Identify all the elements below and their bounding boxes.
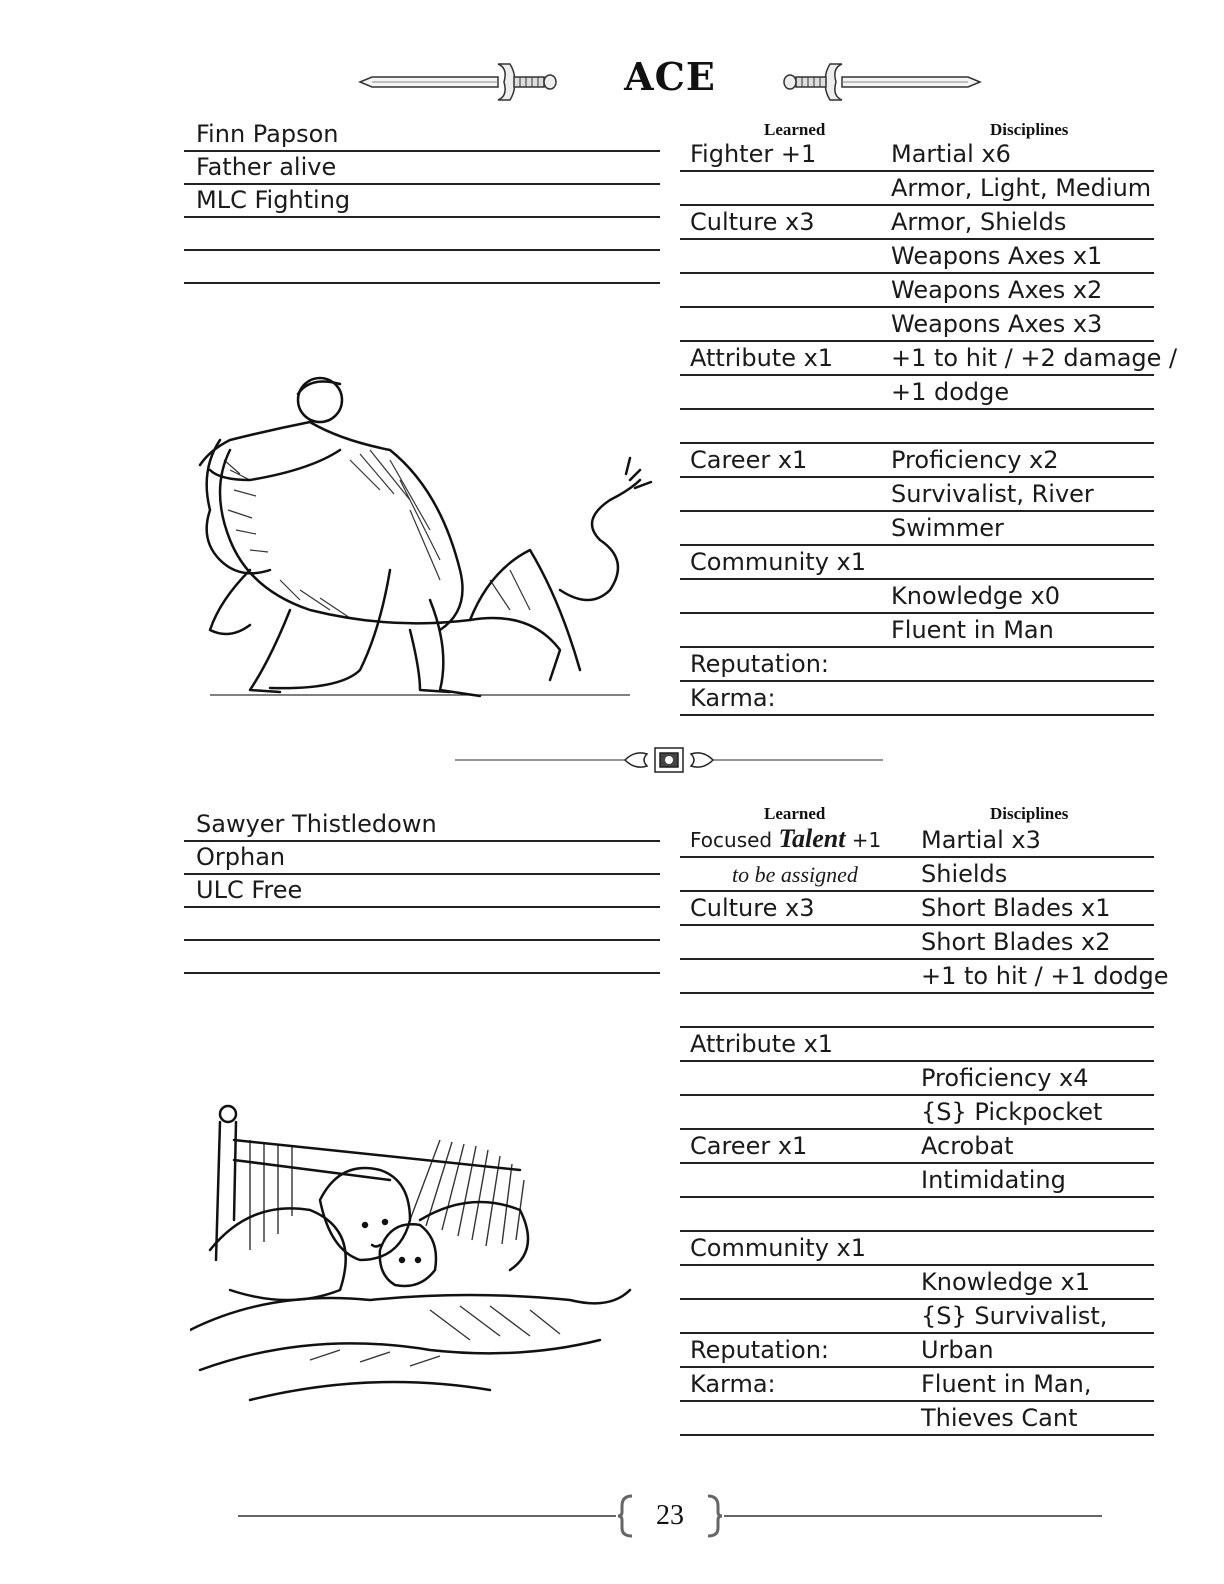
table-row: [680, 1368, 1154, 1402]
table-row: [680, 308, 1154, 342]
discipline-cell: Intimidating: [921, 1166, 1066, 1194]
learned-cell: Reputation:: [690, 1336, 829, 1364]
table-row: [680, 1232, 1154, 1266]
page-header: [350, 52, 990, 112]
page-number: 23: [656, 1500, 684, 1531]
table-row: [680, 138, 1154, 172]
discipline-cell: Survivalist, River: [891, 480, 1094, 508]
discipline-cell: Fluent in Man,: [921, 1370, 1092, 1398]
table-row: [680, 926, 1154, 960]
info-line: [184, 218, 660, 251]
discipline-cell: Knowledge x1: [921, 1268, 1091, 1296]
table-row: [680, 824, 1154, 858]
discipline-cell: Fluent in Man: [891, 616, 1054, 644]
right-sword-icon: [782, 60, 982, 104]
lion-wrestler-illustration: [190, 370, 655, 710]
table-row: [680, 858, 1154, 892]
learned-cell: Karma:: [690, 1370, 776, 1398]
discipline-cell: +1 to hit / +2 damage /: [891, 344, 1178, 372]
info-line: [184, 251, 660, 284]
table-row: [680, 1130, 1154, 1164]
info-line: Finn Papson: [184, 119, 660, 152]
focused-talent-cell: [690, 824, 881, 854]
assign-note: to be assigned: [732, 862, 858, 887]
discipline-cell: Short Blades x1: [921, 894, 1111, 922]
disciplines-header: Disciplines: [990, 120, 1069, 139]
table-row: [680, 172, 1154, 206]
discipline-cell: Short Blades x2: [921, 928, 1111, 956]
page-footer: [238, 1490, 1102, 1550]
discipline-cell: {S} Pickpocket: [921, 1098, 1103, 1126]
children-in-bed-illustration: [190, 1100, 650, 1420]
learned-cell: Fighter +1: [690, 140, 817, 168]
discipline-cell: Urban: [921, 1336, 994, 1364]
discipline-cell: Armor, Shields: [891, 208, 1067, 236]
discipline-cell: Acrobat: [921, 1132, 1014, 1160]
table-row: [680, 1266, 1154, 1300]
discipline-cell: Knowledge x0: [891, 582, 1061, 610]
character-1-info: [184, 119, 660, 284]
table-row: [680, 994, 1154, 1028]
info-line: MLC Fighting: [184, 185, 660, 218]
learned-cell: Career x1: [690, 1132, 808, 1160]
section-divider: [455, 740, 883, 780]
table-row: [680, 1198, 1154, 1232]
table-row: [680, 1096, 1154, 1130]
info-line: ULC Free: [184, 875, 660, 908]
learned-header: Learned: [764, 120, 826, 139]
learned-cell: Career x1: [690, 446, 808, 474]
info-line: Father alive: [184, 152, 660, 185]
discipline-cell: Armor, Light, Medium: [891, 174, 1152, 202]
discipline-cell: +1 dodge: [891, 378, 1010, 406]
table-row: [680, 960, 1169, 994]
info-line: Sawyer Thistledown: [184, 809, 660, 842]
disciplines-header: Disciplines: [990, 804, 1069, 823]
learned-cell: Attribute x1: [690, 1030, 834, 1058]
table-row: [680, 1300, 1154, 1334]
table-row: [680, 1334, 1154, 1368]
table-row: [680, 342, 1178, 376]
learned-cell: Attribute x1: [690, 344, 834, 372]
character-2-info: [184, 809, 660, 974]
info-line: Orphan: [184, 842, 660, 875]
learned-header: Learned: [764, 804, 826, 823]
info-line: [184, 941, 660, 974]
discipline-cell: {S} Survivalist,: [921, 1302, 1108, 1330]
table-row: [680, 892, 1154, 926]
learned-cell: Reputation:: [690, 650, 829, 678]
table-row: [680, 206, 1154, 240]
table-row: [680, 1164, 1154, 1198]
discipline-cell: Thieves Cant: [921, 1404, 1078, 1432]
character-1-table: [680, 138, 1178, 716]
discipline-cell: Martial x6: [891, 140, 1011, 168]
learned-cell: Karma:: [690, 684, 776, 712]
table-row: [680, 240, 1154, 274]
table-row: [680, 410, 1154, 444]
table-row: [680, 614, 1154, 648]
table-row: [680, 546, 1154, 580]
discipline-cell: Weapons Axes x3: [891, 310, 1103, 338]
discipline-cell: +1 to hit / +1 dodge: [921, 962, 1169, 990]
table-row: [680, 444, 1154, 478]
table-row: [680, 1028, 1154, 1062]
discipline-cell: Proficiency x4: [921, 1064, 1089, 1092]
focused-suffix: +1: [851, 828, 882, 852]
discipline-cell: Weapons Axes x2: [891, 276, 1103, 304]
character-2-table-header: [680, 804, 1154, 826]
ornament-icon: [625, 748, 713, 772]
table-row: [680, 274, 1154, 308]
table-row: [680, 580, 1154, 614]
learned-cell: Culture x3: [690, 894, 815, 922]
left-sword-icon: [358, 60, 558, 104]
table-row: [680, 512, 1154, 546]
discipline-cell: Weapons Axes x1: [891, 242, 1103, 270]
talent-label: Talent: [778, 824, 846, 853]
table-row: [680, 1062, 1154, 1096]
discipline-cell: Swimmer: [891, 514, 1004, 542]
discipline-cell: Martial x3: [921, 826, 1041, 854]
discipline-cell: Proficiency x2: [891, 446, 1059, 474]
character-2-table: [680, 824, 1169, 1436]
discipline-cell: Shields: [921, 860, 1008, 888]
table-row: [680, 1402, 1154, 1436]
info-line: [184, 908, 660, 941]
table-row: [680, 376, 1154, 410]
table-row: [680, 648, 1154, 682]
focused-prefix: Focused: [690, 828, 773, 852]
table-row: [680, 682, 1154, 716]
learned-cell: Community x1: [690, 1234, 867, 1262]
learned-cell: Culture x3: [690, 208, 815, 236]
table-row: [680, 478, 1154, 512]
page-title: ACE: [624, 54, 716, 99]
learned-cell: Community x1: [690, 548, 867, 576]
